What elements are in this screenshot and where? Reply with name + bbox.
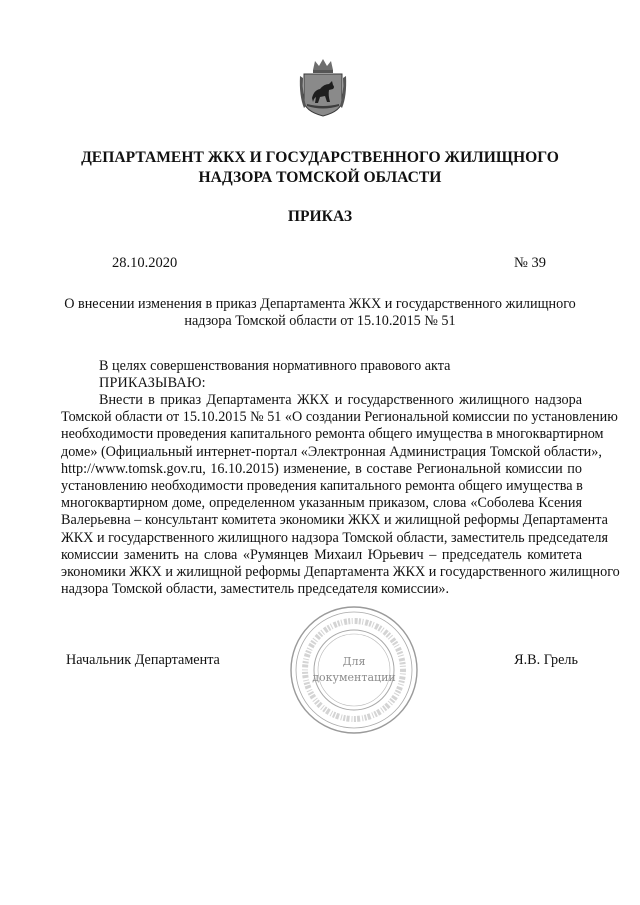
body-line: Томской области от 15.10.2015 № 51 «О создании Региональной комиссии по установлению: [61, 409, 618, 426]
department-title: [40, 148, 600, 188]
body-line: ЖКХ и государственного жилищного надзора Томской области, заместитель председателя: [61, 529, 609, 546]
signatory-position: Начальник Департамента: [66, 652, 220, 668]
signatory-name: Я.В. Грель: [514, 652, 578, 668]
department-title-line-2: НАДЗОРА ТОМСКОЙ ОБЛАСТИ: [198, 169, 442, 186]
order-date: 28.10.2020: [112, 255, 178, 271]
order-purpose: В целях совершенствования нормативного правового акта: [99, 358, 451, 374]
department-title-line-1: ДЕПАРТАМЕНТ ЖКХ И ГОСУДАРСТВЕННОГО ЖИЛИЩНОГО: [81, 149, 559, 166]
order-subject: [50, 296, 590, 330]
body-line: многоквартирном доме, определенном указанным приказом, слова «Соболева Ксения: [61, 495, 582, 512]
body-line: установлению необходимости проведения капитального ремонта общего имущества в: [61, 477, 583, 494]
official-stamp: [287, 603, 421, 737]
subject-line-1: О внесении изменения в приказ Департамента ЖКХ и государственного жилищного: [64, 296, 576, 312]
subject-line-2: надзора Томской области от 15.10.2015 № 51: [184, 313, 456, 329]
stamp-center-line-2: документации: [312, 671, 396, 684]
body-line: необходимости проведения капитального ремонта общего имущества в многоквартирном: [61, 426, 604, 443]
body-line: комиссии заменить на слова «Румянцев Михаил Юрьевич – председатель комитета: [61, 546, 582, 563]
order-title: ПРИКАЗ: [287, 208, 353, 225]
order-directive: ПРИКАЗЫВАЮ:: [99, 375, 206, 391]
body-line: надзора Томской области, заместитель председателя комиссии».: [61, 581, 450, 598]
body-line: http://www.tomsk.gov.ru, 16.10.2015) изменение, в составе Региональной комиссии по: [61, 460, 582, 477]
body-line: Валерьевна – консультант комитета экономики ЖКХ и жилищной реформы Департамента: [61, 512, 608, 529]
stamp-center-line-1: Для: [342, 655, 366, 668]
coat-of-arms-icon: [298, 56, 348, 118]
body-line: Внести в приказ Департамента ЖКХ и государственного жилищного надзора: [99, 392, 582, 408]
order-number: № 39: [514, 255, 546, 271]
body-line: доме» (Официальный интернет-портал «Электронная Администрация Томской области»,: [61, 443, 602, 460]
body-line: экономики ЖКХ и жилищной реформы Департамента ЖКХ и государственного жилищного: [61, 563, 620, 580]
order-body: [61, 392, 620, 598]
